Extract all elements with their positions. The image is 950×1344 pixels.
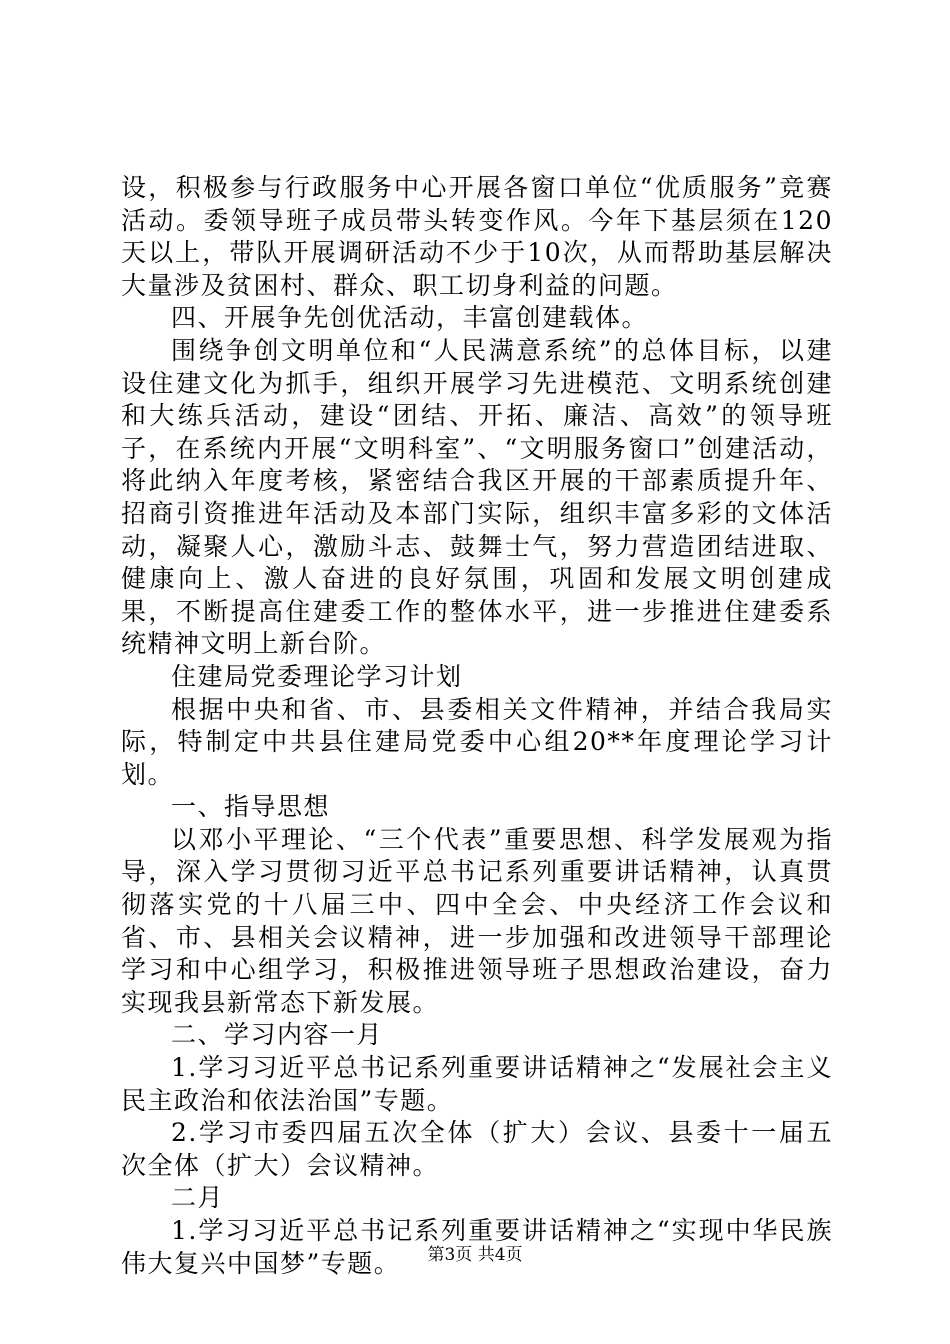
paragraph: 以邓小平理论、“三个代表”重要思想、科学发展观为指导，深入学习贯彻习近平总书记系列重要讲话精神，认真贯彻落实党的十八届三中、四中全会、中央经济工作会议和省、市、县相关会议精神，进一步加强和改进领导干部理论学习和中心组学习，积极推进领导班子思想政治建设，奋力实现我县新常态下新发展。: [121, 824, 833, 1017]
paragraph-continuation: 设，积极参与行政服务中心开展各窗口单位“优质服务”竞赛活动。委领导班子成员带头转变作风。今年下基层须在120天以上，带队开展调研活动不少于10次，从而帮助基层解决大量涉及贫困村、群众、职工切身利益的问题。: [121, 173, 833, 300]
paragraph: 围绕争创文明单位和“人民满意系统”的总体目标，以建设住建文化为抓手，组织开展学习先进模范、文明系统创建和大练兵活动，建设“团结、开拓、廉洁、高效”的领导班子，在系统内开展“文明科室”、“文明服务窗口”创建活动，将此纳入年度考核，紧密结合我区开展的干部素质提升年、招商引资推进年活动及本部门实际，组织丰富多彩的文体活动，凝聚人心，激励斗志、鼓舞士气，努力营造团结进取、健康向上、激人奋进的良好氛围，巩固和发展文明创建成果，不断提高住建委工作的整体水平，进一步推进住建委系统精神文明上新台阶。: [121, 335, 833, 659]
section-heading-four: 四、开展争先创优活动，丰富创建载体。: [171, 303, 649, 333]
section-heading-two: 二、学习内容一月: [171, 1020, 384, 1050]
month-heading: 二月: [171, 1183, 225, 1213]
section-heading-one: 一、指导思想: [171, 792, 331, 822]
page-footer: 第3页 共4页: [427, 1245, 523, 1265]
document-body: [121, 172, 833, 1280]
list-item: 1.学习习近平总书记系列重要讲话精神之“实现中华民族伟大复兴中国梦”专题。: [121, 1216, 833, 1278]
list-item: 1.学习习近平总书记系列重要讲话精神之“发展社会主义民主政治和依法治国”专题。: [121, 1053, 833, 1115]
list-item: 2.学习市委四届五次全体（扩大）会议、县委十一届五次全体（扩大）会议精神。: [121, 1118, 833, 1180]
document-title: 住建局党委理论学习计划: [171, 661, 463, 691]
paragraph: 根据中央和省、市、县委相关文件精神，并结合我局实际，特制定中共县住建局党委中心组20**年度理论学习计划。: [121, 694, 833, 789]
